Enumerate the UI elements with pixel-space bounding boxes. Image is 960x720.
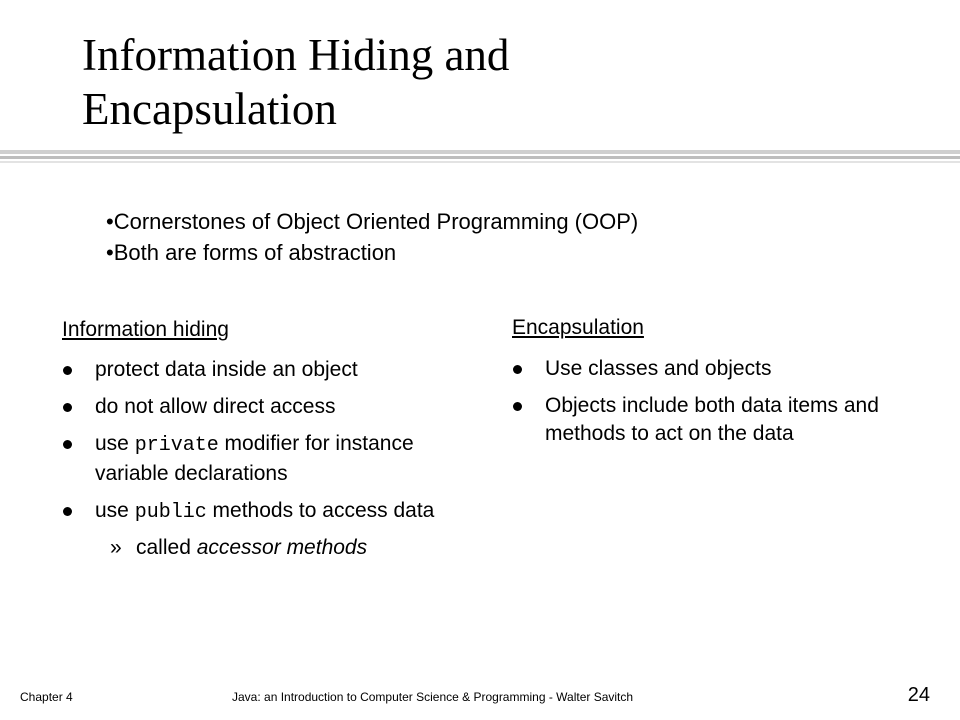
sub-bullet-icon: »: [110, 536, 122, 559]
list-item: [62, 430, 482, 488]
information-hiding-list: [62, 356, 482, 527]
footer-course-title: Java: an Introduction to Computer Science & Programming - Walter Savitch: [232, 690, 634, 704]
list-item-text: do not allow direct access: [95, 395, 336, 418]
list-item: [512, 392, 932, 448]
list-item: [512, 355, 932, 383]
list-item-text: protect data inside an object: [95, 358, 358, 381]
list-item: [62, 497, 482, 527]
title-divider-rule: [0, 161, 960, 163]
sub-item-text: called: [136, 536, 197, 559]
private-keyword: private: [134, 434, 219, 457]
list-item-text-prefix: use: [95, 432, 135, 455]
title-divider-rule: [0, 156, 960, 159]
encapsulation-list: [512, 355, 932, 448]
slide-title-line-1: Information Hiding and: [82, 30, 510, 80]
public-keyword: public: [134, 501, 207, 524]
encapsulation-heading: Encapsulation: [512, 316, 644, 339]
list-item-text-prefix: use: [95, 499, 135, 522]
list-item: [62, 393, 482, 421]
information-hiding-column: [62, 316, 482, 562]
title-divider-rule: [0, 150, 960, 154]
bullet-dot-icon: [513, 402, 522, 411]
sub-item-emphasis: accessor methods: [196, 536, 368, 559]
top-bullet-abstraction: •Both are forms of abstraction: [106, 240, 397, 265]
top-bullet-list: [106, 206, 638, 268]
page-number: 24: [907, 684, 930, 706]
bullet-dot-icon: [63, 507, 72, 516]
list-item: [62, 356, 482, 384]
bullet-dot-icon: [63, 366, 72, 375]
accessor-methods-subitem: [62, 534, 482, 562]
footer-chapter: Chapter 4: [20, 690, 73, 704]
slide-title: [82, 28, 902, 136]
list-item-text: Use classes and objects: [545, 357, 772, 380]
bullet-dot-icon: [63, 440, 72, 449]
slide-title-line-2: Encapsulation: [82, 84, 337, 134]
list-item-text-suffix: modifier for instance variable declarations: [95, 432, 414, 485]
encapsulation-column: [512, 314, 932, 457]
list-item-text-suffix: methods to access data: [206, 499, 435, 522]
bullet-dot-icon: [513, 365, 522, 374]
top-bullet-oop: •Cornerstones of Object Oriented Programming (OOP): [106, 209, 639, 234]
information-hiding-heading: Information hiding: [62, 318, 229, 341]
bullet-dot-icon: [63, 403, 72, 412]
list-item-text: Objects include both data items and methods to act on the data: [545, 394, 879, 445]
